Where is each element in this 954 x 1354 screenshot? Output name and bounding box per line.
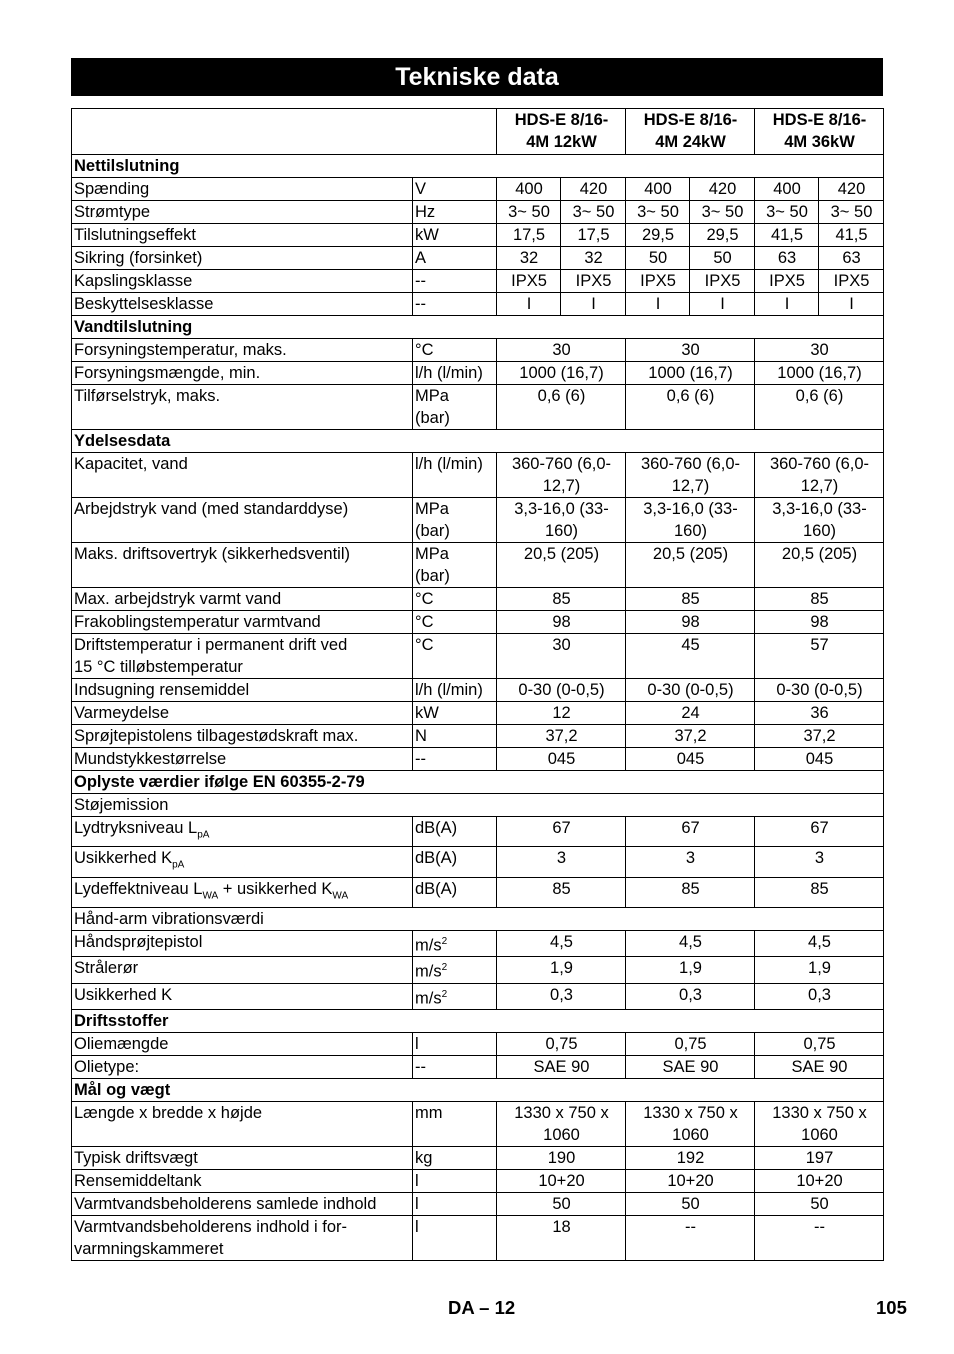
- row-unit: kW: [413, 702, 497, 725]
- row-label: Forsyningsmængde, min.: [72, 362, 413, 385]
- row-value: 85: [626, 877, 755, 907]
- row-label: [72, 817, 413, 847]
- table-row: [72, 1102, 884, 1147]
- row-label: Arbejdstryk vand (med standarddyse): [72, 498, 413, 543]
- row-value: 30: [626, 339, 755, 362]
- row-value: 0,6 (6): [755, 385, 884, 430]
- row-unit: --: [413, 270, 497, 293]
- table-row: [72, 1170, 884, 1193]
- unit-text: m/s: [415, 936, 442, 955]
- row-value: IPX5: [755, 270, 819, 293]
- row-label: Driftstemperatur i permanent drift ved 15 °C tilløbstemperatur: [72, 634, 413, 679]
- row-value: --: [755, 1216, 884, 1261]
- model-header-12kw: HDS-E 8/16- 4M 12kW: [497, 109, 626, 155]
- row-value: 12: [497, 702, 626, 725]
- row-label: Varmtvandsbeholderens samlede indhold: [72, 1193, 413, 1216]
- table-row: [72, 817, 884, 847]
- row-value: 98: [497, 611, 626, 634]
- row-value: I: [497, 293, 561, 316]
- row-unit: --: [413, 748, 497, 771]
- row-value: 50: [626, 247, 690, 270]
- row-value: 4,5: [626, 930, 755, 957]
- row-value: 41,5: [755, 224, 819, 247]
- label-text-mid: + usikkerhed K: [218, 879, 333, 898]
- row-label: Forsyningstemperatur, maks.: [72, 339, 413, 362]
- row-value: 85: [497, 877, 626, 907]
- unit-text: m/s: [415, 989, 442, 1008]
- row-value: IPX5: [626, 270, 690, 293]
- subheading-row: [72, 794, 884, 817]
- table-row: [72, 498, 884, 543]
- row-value: 400: [755, 178, 819, 201]
- row-value: 24: [626, 702, 755, 725]
- row-unit: l: [413, 1193, 497, 1216]
- row-value: 20,5 (205): [626, 543, 755, 588]
- row-value: 1000 (16,7): [626, 362, 755, 385]
- row-value: 3~ 50: [497, 201, 561, 224]
- row-label: Sprøjtepistolens tilbagestødskraft max.: [72, 725, 413, 748]
- row-value: SAE 90: [626, 1056, 755, 1079]
- row-value: 98: [755, 611, 884, 634]
- row-value: 50: [690, 247, 755, 270]
- section-heading: Driftsstoffer: [72, 1010, 884, 1033]
- table-row: [72, 611, 884, 634]
- model-header-36kw: HDS-E 8/16- 4M 36kW: [755, 109, 884, 155]
- table-row: [72, 247, 884, 270]
- row-unit: l/h (l/min): [413, 453, 497, 498]
- row-value: 30: [497, 634, 626, 679]
- row-value: 29,5: [626, 224, 690, 247]
- row-label: Frakoblingstemperatur varmtvand: [72, 611, 413, 634]
- row-value: 400: [626, 178, 690, 201]
- row-value: 17,5: [561, 224, 626, 247]
- row-value: 85: [626, 588, 755, 611]
- row-value: 50: [497, 1193, 626, 1216]
- row-value: 67: [755, 817, 884, 847]
- row-unit: N: [413, 725, 497, 748]
- header-row: [72, 109, 884, 155]
- table-row: [72, 385, 884, 430]
- row-value: 36: [755, 702, 884, 725]
- table-row: [72, 270, 884, 293]
- row-label: Usikkerhed K: [72, 983, 413, 1010]
- row-label: Længde x bredde x højde: [72, 1102, 413, 1147]
- row-label: Oliemængde: [72, 1033, 413, 1056]
- row-label: Max. arbejdstryk varmt vand: [72, 588, 413, 611]
- row-value: 32: [561, 247, 626, 270]
- row-label: Strømtype: [72, 201, 413, 224]
- row-value: 3~ 50: [690, 201, 755, 224]
- row-label: Typisk driftsvægt: [72, 1147, 413, 1170]
- row-value: IPX5: [690, 270, 755, 293]
- row-unit: dB(A): [413, 847, 497, 877]
- row-value: 63: [819, 247, 884, 270]
- row-value: 0-30 (0-0,5): [755, 679, 884, 702]
- section-row: [72, 1079, 884, 1102]
- row-unit: l: [413, 1216, 497, 1261]
- row-value: I: [626, 293, 690, 316]
- table-row: [72, 679, 884, 702]
- row-value: 045: [755, 748, 884, 771]
- row-unit: Hz: [413, 201, 497, 224]
- table-row: [72, 930, 884, 957]
- row-value: 3~ 50: [626, 201, 690, 224]
- row-value: 20,5 (205): [497, 543, 626, 588]
- row-value: 1000 (16,7): [497, 362, 626, 385]
- table-row: [72, 1033, 884, 1056]
- section-heading: Vandtilslutning: [72, 316, 884, 339]
- table-row: [72, 1216, 884, 1261]
- row-label: Mundstykkestørrelse: [72, 748, 413, 771]
- row-label: [72, 847, 413, 877]
- row-value: 1,9: [497, 957, 626, 984]
- row-value: 3,3-16,0 (33- 160): [626, 498, 755, 543]
- row-unit: V: [413, 178, 497, 201]
- row-unit: MPa (bar): [413, 543, 497, 588]
- row-value: 67: [626, 817, 755, 847]
- row-value: 045: [626, 748, 755, 771]
- table-row: [72, 1056, 884, 1079]
- row-value: 360-760 (6,0- 12,7): [497, 453, 626, 498]
- row-value: I: [819, 293, 884, 316]
- row-value: 0,75: [755, 1033, 884, 1056]
- row-value: I: [561, 293, 626, 316]
- row-value: 67: [497, 817, 626, 847]
- row-value: 0-30 (0-0,5): [497, 679, 626, 702]
- row-value: 192: [626, 1147, 755, 1170]
- table-row: [72, 957, 884, 984]
- row-value: 37,2: [755, 725, 884, 748]
- table-row: [72, 224, 884, 247]
- row-value: 0,3: [755, 983, 884, 1010]
- label-subscript: WA: [202, 889, 219, 901]
- row-value: 1330 x 750 x 1060: [755, 1102, 884, 1147]
- row-value: 1,9: [755, 957, 884, 984]
- row-unit: A: [413, 247, 497, 270]
- section-heading: Oplyste værdier ifølge EN 60355-2-79: [72, 771, 884, 794]
- row-unit: l/h (l/min): [413, 679, 497, 702]
- table-row: [72, 588, 884, 611]
- row-label: Olietype:: [72, 1056, 413, 1079]
- row-value: IPX5: [561, 270, 626, 293]
- row-value: 0-30 (0-0,5): [626, 679, 755, 702]
- table-row: [72, 748, 884, 771]
- row-label: Varmeydelse: [72, 702, 413, 725]
- row-label: Kapacitet, vand: [72, 453, 413, 498]
- row-value: 197: [755, 1147, 884, 1170]
- row-value: 37,2: [497, 725, 626, 748]
- row-value: I: [755, 293, 819, 316]
- row-value: 20,5 (205): [755, 543, 884, 588]
- row-label: Indsugning rensemiddel: [72, 679, 413, 702]
- table-row: [72, 339, 884, 362]
- row-label: Spænding: [72, 178, 413, 201]
- row-value: 3~ 50: [561, 201, 626, 224]
- row-value: 420: [819, 178, 884, 201]
- section-row: [72, 1010, 884, 1033]
- section-heading: Ydelsesdata: [72, 430, 884, 453]
- row-unit: mm: [413, 1102, 497, 1147]
- table-row: [72, 1147, 884, 1170]
- table-row: [72, 877, 884, 907]
- row-value: 3~ 50: [819, 201, 884, 224]
- row-value: 045: [497, 748, 626, 771]
- row-value: 32: [497, 247, 561, 270]
- row-value: 0,75: [626, 1033, 755, 1056]
- row-value: 10+20: [626, 1170, 755, 1193]
- table-row: [72, 983, 884, 1010]
- table-row: [72, 634, 884, 679]
- row-value: IPX5: [819, 270, 884, 293]
- row-value: 3~ 50: [755, 201, 819, 224]
- row-value: IPX5: [497, 270, 561, 293]
- section-heading: Nettilslutning: [72, 155, 884, 178]
- row-value: --: [626, 1216, 755, 1261]
- row-value: I: [690, 293, 755, 316]
- table-row: [72, 1193, 884, 1216]
- subheading: Støjemission: [72, 794, 884, 817]
- row-value: 17,5: [497, 224, 561, 247]
- row-label: Tilslutningseffekt: [72, 224, 413, 247]
- row-value: 1,9: [626, 957, 755, 984]
- row-value: 50: [755, 1193, 884, 1216]
- model-header-24kw: HDS-E 8/16- 4M 24kW: [626, 109, 755, 155]
- row-label: Strålerør: [72, 957, 413, 984]
- row-value: 37,2: [626, 725, 755, 748]
- table-row: [72, 847, 884, 877]
- table-row: [72, 543, 884, 588]
- section-row: [72, 430, 884, 453]
- page-title: Tekniske data: [71, 58, 883, 96]
- table-row: [72, 362, 884, 385]
- section-row: [72, 316, 884, 339]
- row-value: 98: [626, 611, 755, 634]
- unit-superscript: 2: [441, 935, 448, 947]
- row-value: 360-760 (6,0- 12,7): [755, 453, 884, 498]
- row-value: 85: [497, 588, 626, 611]
- row-value: 30: [497, 339, 626, 362]
- row-value: 41,5: [819, 224, 884, 247]
- footer-page-number: 105: [876, 1297, 907, 1318]
- row-value: 10+20: [755, 1170, 884, 1193]
- row-value: 1000 (16,7): [755, 362, 884, 385]
- row-unit: MPa (bar): [413, 498, 497, 543]
- row-value: 3: [755, 847, 884, 877]
- row-label: Tilførselstryk, maks.: [72, 385, 413, 430]
- label-subscript-2: WA: [332, 889, 349, 901]
- row-value: 1330 x 750 x 1060: [626, 1102, 755, 1147]
- row-unit: --: [413, 293, 497, 316]
- table-row: [72, 293, 884, 316]
- row-unit: °C: [413, 634, 497, 679]
- row-value: 18: [497, 1216, 626, 1261]
- row-value: 420: [561, 178, 626, 201]
- row-value: SAE 90: [755, 1056, 884, 1079]
- unit-superscript: 2: [441, 962, 448, 974]
- label-text: Lydeffektniveau L: [74, 879, 203, 898]
- row-label: Håndsprøjtepistol: [72, 930, 413, 957]
- section-heading: Mål og vægt: [72, 1079, 884, 1102]
- table-row: [72, 201, 884, 224]
- row-value: 3,3-16,0 (33- 160): [497, 498, 626, 543]
- header-empty-cell: [72, 109, 497, 155]
- subheading-row: [72, 907, 884, 930]
- row-label: [72, 877, 413, 907]
- row-label: Sikring (forsinket): [72, 247, 413, 270]
- row-value: 190: [497, 1147, 626, 1170]
- row-value: 0,75: [497, 1033, 626, 1056]
- row-value: 4,5: [497, 930, 626, 957]
- section-row: [72, 155, 884, 178]
- row-value: 420: [690, 178, 755, 201]
- row-value: 0,6 (6): [497, 385, 626, 430]
- row-unit: °C: [413, 588, 497, 611]
- unit-superscript: 2: [441, 988, 448, 1000]
- row-unit: l: [413, 1170, 497, 1193]
- row-value: 85: [755, 588, 884, 611]
- row-value: 85: [755, 877, 884, 907]
- row-unit: °C: [413, 339, 497, 362]
- row-unit: [413, 930, 497, 957]
- row-label: Maks. driftsovertryk (sikkerhedsventil): [72, 543, 413, 588]
- row-label: Varmtvandsbeholderens indhold i for- varmningskammeret: [72, 1216, 413, 1261]
- row-value: 29,5: [690, 224, 755, 247]
- table-row: [72, 178, 884, 201]
- table-row: [72, 725, 884, 748]
- row-unit: kg: [413, 1147, 497, 1170]
- row-unit: --: [413, 1056, 497, 1079]
- row-unit: dB(A): [413, 877, 497, 907]
- row-label: Beskyttelsesklasse: [72, 293, 413, 316]
- row-value: 4,5: [755, 930, 884, 957]
- row-unit: [413, 983, 497, 1010]
- subheading: Hånd-arm vibrationsværdi: [72, 907, 884, 930]
- row-value: 63: [755, 247, 819, 270]
- row-value: 400: [497, 178, 561, 201]
- row-unit: l: [413, 1033, 497, 1056]
- row-value: 1330 x 750 x 1060: [497, 1102, 626, 1147]
- label-text: Lydtryksniveau L: [74, 819, 198, 837]
- row-value: 30: [755, 339, 884, 362]
- row-unit: l/h (l/min): [413, 362, 497, 385]
- label-subscript: pA: [172, 859, 185, 871]
- footer-section-label: DA – 12: [448, 1297, 516, 1318]
- row-unit: MPa (bar): [413, 385, 497, 430]
- row-label: Rensemiddeltank: [72, 1170, 413, 1193]
- row-unit: kW: [413, 224, 497, 247]
- row-unit: dB(A): [413, 817, 497, 847]
- row-unit: [413, 957, 497, 984]
- section-row: [72, 771, 884, 794]
- row-label: Kapslingsklasse: [72, 270, 413, 293]
- row-value: 50: [626, 1193, 755, 1216]
- row-unit: °C: [413, 611, 497, 634]
- table-row: [72, 453, 884, 498]
- row-value: 360-760 (6,0- 12,7): [626, 453, 755, 498]
- row-value: 0,3: [626, 983, 755, 1010]
- table-row: [72, 702, 884, 725]
- spec-table: [71, 108, 884, 1261]
- row-value: 57: [755, 634, 884, 679]
- row-value: 3: [497, 847, 626, 877]
- label-subscript: pA: [197, 829, 210, 841]
- row-value: 0,3: [497, 983, 626, 1010]
- row-value: 0,6 (6): [626, 385, 755, 430]
- label-text: Usikkerhed K: [74, 849, 173, 868]
- unit-text: m/s: [415, 962, 442, 981]
- row-value: 10+20: [497, 1170, 626, 1193]
- row-value: SAE 90: [497, 1056, 626, 1079]
- row-value: 45: [626, 634, 755, 679]
- row-value: 3: [626, 847, 755, 877]
- row-value: 3,3-16,0 (33- 160): [755, 498, 884, 543]
